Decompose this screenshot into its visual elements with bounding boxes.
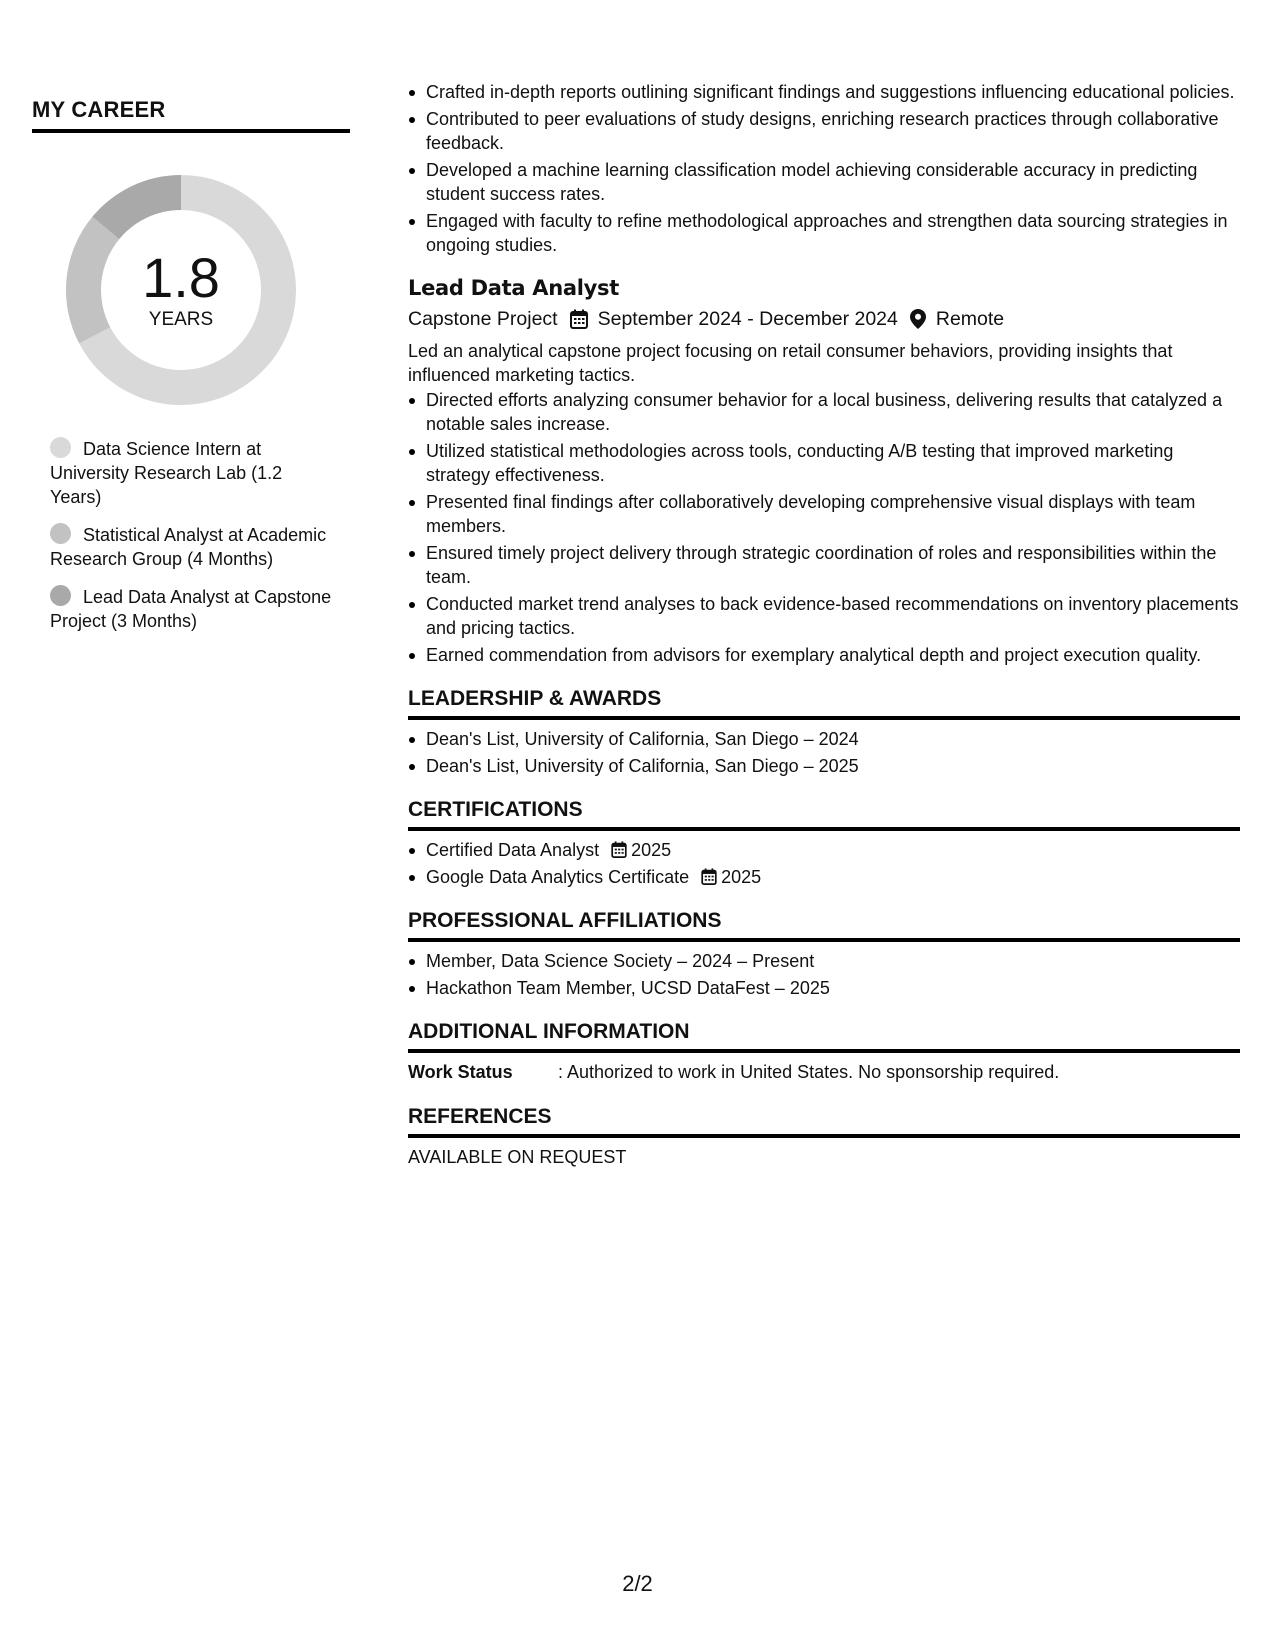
list-item	[408, 838, 1240, 863]
total-years-unit: YEARS	[148, 309, 214, 330]
legend-item	[50, 523, 332, 571]
list-item: Directed efforts analyzing consumer behavior for a local business, delivering results that catalyzed a notable sales increase.	[408, 388, 1240, 437]
work-status-label: Work Status	[408, 1062, 513, 1082]
role-meta	[408, 305, 1240, 333]
role-description: Led an analytical capstone project focusing on retail consumer behaviors, providing insights that influenced marketing tactics.	[408, 340, 1173, 385]
work-status-value: : Authorized to work in United States. No sponsorship required.	[558, 1062, 1060, 1082]
legend-item	[50, 585, 332, 633]
affiliations-heading: PROFESSIONAL AFFILIATIONS	[408, 907, 1240, 942]
main-content	[408, 80, 1240, 1169]
calendar-icon	[570, 309, 588, 329]
list-item: Crafted in-depth reports outlining significant findings and suggestions influencing educational policies.	[408, 80, 1240, 105]
list-item: Utilized statistical methodologies across tools, conducting A/B testing that improved marketing strategy effectiveness.	[408, 439, 1240, 488]
references-text: AVAILABLE ON REQUEST	[408, 1146, 627, 1167]
certifications-list	[408, 838, 1240, 889]
calendar-icon	[701, 868, 717, 885]
legend-dot-icon	[50, 437, 71, 458]
cert-year: 2025	[631, 840, 672, 860]
legend-label: Data Science Intern at University Research Lab (1.2 Years)	[50, 439, 283, 507]
career-sidebar	[32, 97, 350, 647]
donut-center	[66, 175, 296, 405]
list-item: Hackathon Team Member, UCSD DataFest – 2025	[408, 976, 1240, 1001]
role-title: Lead Data Analyst	[408, 275, 619, 300]
leadership-heading: LEADERSHIP & AWARDS	[408, 685, 1240, 720]
references-heading: REFERENCES	[408, 1103, 1240, 1138]
list-item: Member, Data Science Society – 2024 – Present	[408, 949, 1240, 974]
legend-dot-icon	[50, 585, 71, 606]
work-status-row	[408, 1060, 1240, 1085]
cert-name: Certified Data Analyst	[426, 840, 600, 860]
role-dates: September 2024 - December 2024	[597, 307, 898, 330]
career-donut-chart	[66, 175, 296, 405]
legend-label: Lead Data Analyst at Capstone Project (3 Months)	[50, 587, 332, 631]
cert-year: 2025	[721, 866, 762, 887]
list-item: Developed a machine learning classification model achieving considerable accuracy in predicting student success rates.	[408, 158, 1240, 207]
list-item: Earned commendation from advisors for exemplary analytical depth and project execution quality.	[408, 643, 1240, 668]
affiliations-list	[408, 949, 1240, 1000]
legend-dot-icon	[50, 523, 71, 544]
list-item: Dean's List, University of California, San Diego – 2025	[408, 754, 1240, 779]
page-number: 2/2	[622, 1571, 653, 1596]
calendar-icon	[611, 841, 627, 858]
list-item: Presented final findings after collaboratively developing comprehensive visual displays with team members.	[408, 490, 1240, 539]
legend-item	[50, 437, 332, 509]
role-location: Remote	[935, 307, 1005, 330]
list-item: Engaged with faculty to refine methodological approaches and strengthen data sourcing strategies in ongoing studies.	[408, 209, 1240, 258]
list-item: Dean's List, University of California, San Diego – 2024	[408, 727, 1240, 752]
role-bullets	[408, 388, 1240, 668]
list-item: Conducted market trend analyses to back evidence-based recommendations on inventory placements and pricing tactics.	[408, 592, 1240, 641]
list-item	[408, 865, 1240, 890]
leadership-list	[408, 727, 1240, 778]
career-heading: MY CAREER	[32, 97, 350, 133]
cert-name: Google Data Analytics Certificate	[426, 866, 690, 887]
role-company: Capstone Project	[408, 307, 558, 330]
certifications-heading: CERTIFICATIONS	[408, 796, 1240, 831]
career-legend	[32, 437, 332, 633]
list-item: Ensured timely project delivery through strategic coordination of roles and responsibilities within the team.	[408, 541, 1240, 590]
location-pin-icon	[910, 309, 926, 329]
total-years-value: 1.8	[142, 246, 220, 309]
previous-role-bullets	[408, 80, 1240, 258]
list-item: Contributed to peer evaluations of study designs, enriching research practices through collaborative feedback.	[408, 107, 1240, 156]
additional-info-heading: ADDITIONAL INFORMATION	[408, 1018, 1240, 1053]
legend-label: Statistical Analyst at Academic Research Group (4 Months)	[50, 525, 327, 569]
